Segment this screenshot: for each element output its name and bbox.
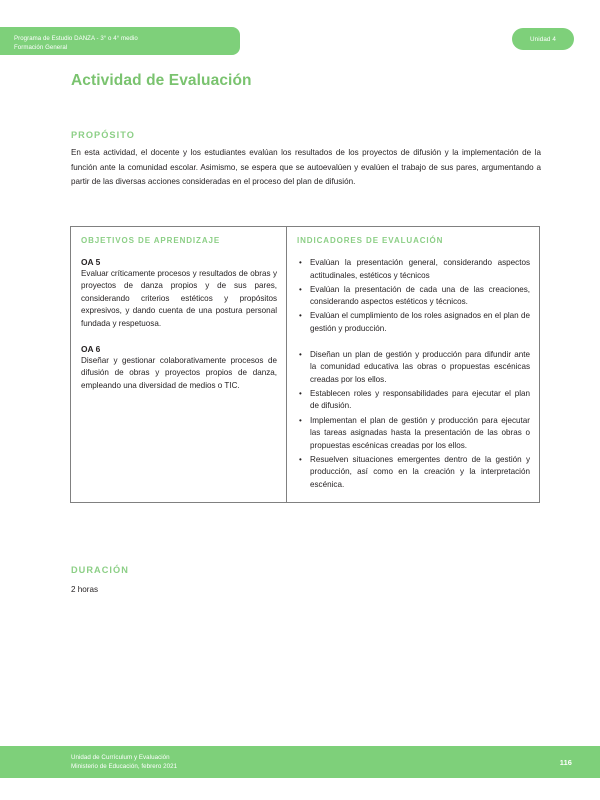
footer-text [71, 753, 177, 772]
list-item [297, 257, 530, 282]
bullet-icon: • [299, 454, 302, 464]
indicador-list [297, 349, 530, 492]
list-item [297, 454, 530, 492]
list-item-text: Evalúan la presentación de cada una de las creaciones, considerando aspectos estéticos y técnicos. [310, 284, 530, 307]
program-line-1: Programa de Estudio DANZA - 3° o 4° medio [14, 35, 138, 42]
program-header-bar [0, 27, 240, 55]
indicador-group [297, 257, 530, 336]
page-title: Actividad de Evaluación [71, 72, 252, 89]
program-line-2: Formación General [14, 44, 68, 51]
footer-line-2: Ministerio de Educación, febrero 2021 [71, 763, 178, 770]
indicadores-column [287, 227, 539, 502]
indicador-group [297, 349, 530, 492]
list-item [297, 284, 530, 309]
list-item-text: Diseñan un plan de gestión y producción para difundir ante la comunidad educativa las obras o propuestas escénicas creadas por los ellos. [310, 349, 530, 384]
objetivo-code: OA 6 [81, 344, 101, 355]
duracion-heading: DURACIÓN [71, 565, 129, 575]
bullet-icon: • [299, 388, 302, 398]
objetivo-block [81, 344, 277, 392]
list-item [297, 349, 530, 387]
list-item-text: Evalúan el cumplimiento de los roles asignados en el plan de gestión y producción. [310, 311, 530, 333]
duracion-body: 2 horas [71, 585, 98, 594]
list-item-text: Establecen roles y responsabilidades para ejecutar el plan de difusión. [310, 388, 530, 411]
list-item-text: Evalúan la presentación general, considerando aspectos actitudinales, estéticos y técnicos [310, 258, 530, 280]
objetivos-indicadores-table [70, 226, 540, 503]
objetivo-code: OA 5 [81, 257, 101, 267]
list-item [297, 388, 530, 413]
page-number: 116 [559, 757, 572, 767]
proposito-body: En esta actividad, el docente y los estudiantes evalúan los resultados de los proyectos de difusión y la implementación de la función ante la comunidad escolar. Asimismo, se espera que se autoevalúen y evalúen el trabajo de sus pares, argumentando a partir de las diversas acciones consideradas en el proceso del plan de difusión. [71, 148, 541, 187]
footer-bar [0, 746, 600, 778]
bullet-icon: • [299, 284, 302, 294]
unit-badge: Unidad 4 [512, 28, 574, 50]
objetivos-column [71, 227, 287, 502]
objetivo-text: Diseñar y gestionar colaborativamente procesos de difusión de obras y proyectos propios de danza, empleando una diversidad de medios o TIC. [81, 356, 277, 390]
proposito-heading: PROPÓSITO [71, 130, 135, 140]
bullet-icon: • [299, 415, 302, 425]
bullet-icon: • [299, 311, 302, 321]
footer-line-1: Unidad de Currículum y Evaluación [71, 753, 170, 761]
list-item [297, 310, 530, 335]
bullet-icon: • [299, 258, 302, 267]
list-item-text: Resuelven situaciones emergentes dentro de la gestión y producción, así como en la creación y la interpretación escénica. [310, 454, 530, 489]
objetivo-block [81, 257, 277, 330]
list-item-text: Implementan el plan de gestión y producción para ejecutar las tareas asignadas hasta la presentación de las obras o propuestas escénicas creadas por los ellos. [310, 415, 530, 450]
indicador-list [297, 257, 530, 336]
bullet-icon: • [299, 349, 302, 359]
objetivo-text: Evaluar críticamente procesos y resultados de obras y proyectos de danza propios y de sus pares, considerando criterios estéticos y propósitos expresivos, y dando cuenta de una postura personal fundada y respetuosa. [81, 269, 277, 328]
indicadores-column-header: INDICADORES DE EVALUACIÓN [297, 236, 444, 245]
objetivos-column-header: OBJETIVOS DE APRENDIZAJE [81, 236, 221, 245]
list-item [297, 415, 530, 453]
